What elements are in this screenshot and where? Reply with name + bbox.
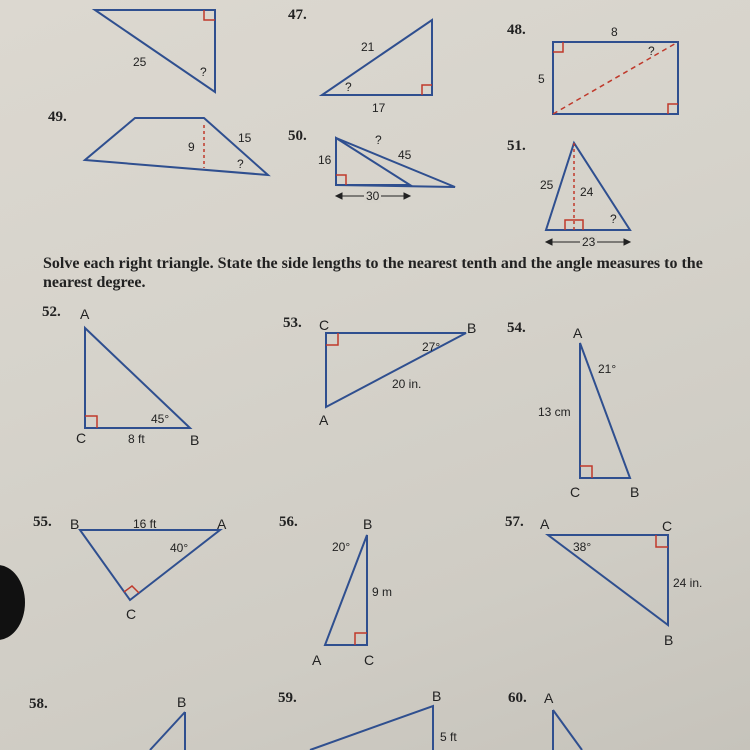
label: 38° xyxy=(573,540,592,554)
vertex-label: C xyxy=(570,484,581,500)
figure-47 xyxy=(322,20,432,95)
vertex-label: B xyxy=(664,632,674,648)
vertex-label: B xyxy=(363,516,373,532)
vertex-label: A xyxy=(573,325,583,341)
problem-number: 59. xyxy=(278,690,297,706)
problem-number: 48. xyxy=(507,22,526,38)
figure-57 xyxy=(548,535,668,625)
problem-number: 47. xyxy=(288,7,307,23)
problem-number: 57. xyxy=(505,514,524,530)
figure-52 xyxy=(85,328,190,428)
label: 15 xyxy=(238,131,252,145)
label: 8 ft xyxy=(128,432,145,446)
problem-number: 60. xyxy=(508,690,527,706)
figure-53 xyxy=(326,333,466,407)
label: ? xyxy=(345,80,352,94)
vertex-label: A xyxy=(319,412,329,428)
problem-number: 53. xyxy=(283,315,302,331)
problem-number: 56. xyxy=(279,514,298,530)
problem-number: 50. xyxy=(288,128,307,144)
label: 16 xyxy=(318,153,332,167)
label: ? xyxy=(610,212,617,226)
instructions: Solve each right triangle. State the side lengths to the nearest tenth and the angle measures to the nearest degree. xyxy=(43,255,703,291)
figure-50-outer xyxy=(336,138,455,187)
label: 24 in. xyxy=(673,576,703,590)
label: 40° xyxy=(170,541,189,555)
vertex-label: C xyxy=(76,430,87,446)
label: ? xyxy=(237,157,244,171)
vertex-label: B xyxy=(70,516,80,532)
label: 21° xyxy=(598,362,617,376)
problem-number: 58. xyxy=(29,696,48,712)
vertex-label: C xyxy=(319,317,330,333)
vertex-label: B xyxy=(630,484,640,500)
figure-58 xyxy=(150,712,185,750)
label: 8 xyxy=(611,25,618,39)
problem-number: 52. xyxy=(42,304,61,320)
label: 20° xyxy=(332,540,351,554)
label: 23 xyxy=(582,235,596,249)
label: ? xyxy=(375,133,382,147)
figure-59 xyxy=(310,706,433,750)
figure-top-partial xyxy=(95,10,215,92)
vertex-label: C xyxy=(126,606,137,622)
label: 25 xyxy=(133,55,147,69)
label: 27° xyxy=(422,340,441,354)
label: ? xyxy=(648,44,655,58)
problem-number: 49. xyxy=(48,109,67,125)
vertex-label: B xyxy=(467,320,477,336)
label: ? xyxy=(200,65,207,79)
label: 16 ft xyxy=(133,517,157,531)
label: 30 xyxy=(366,189,380,203)
vertex-label: B xyxy=(177,694,187,710)
vertex-label: B xyxy=(190,432,200,448)
problem-number: 54. xyxy=(507,320,526,336)
label: 17 xyxy=(372,101,386,115)
vertex-label: A xyxy=(217,516,227,532)
vertex-label: A xyxy=(544,690,554,706)
label: 25 xyxy=(540,178,554,192)
figure-55 xyxy=(80,530,220,600)
problem-number: 55. xyxy=(33,514,52,530)
vertex-label: A xyxy=(80,306,90,322)
vertex-label: C xyxy=(662,518,673,534)
label: 21 xyxy=(361,40,375,54)
label: 9 xyxy=(188,140,195,154)
label: 9 m xyxy=(372,585,393,599)
label: 45 xyxy=(398,148,412,162)
label: 13 cm xyxy=(538,405,571,419)
vertex-label: A xyxy=(540,516,550,532)
vertex-label: C xyxy=(364,652,375,668)
vertex-label: A xyxy=(312,652,322,668)
label: 5 xyxy=(538,72,545,86)
label: 45° xyxy=(151,412,170,426)
label: 24 xyxy=(580,185,594,199)
label: 20 in. xyxy=(392,377,422,391)
problem-number: 51. xyxy=(507,138,526,154)
label: 5 ft xyxy=(440,730,457,744)
vertex-label: B xyxy=(432,688,442,704)
